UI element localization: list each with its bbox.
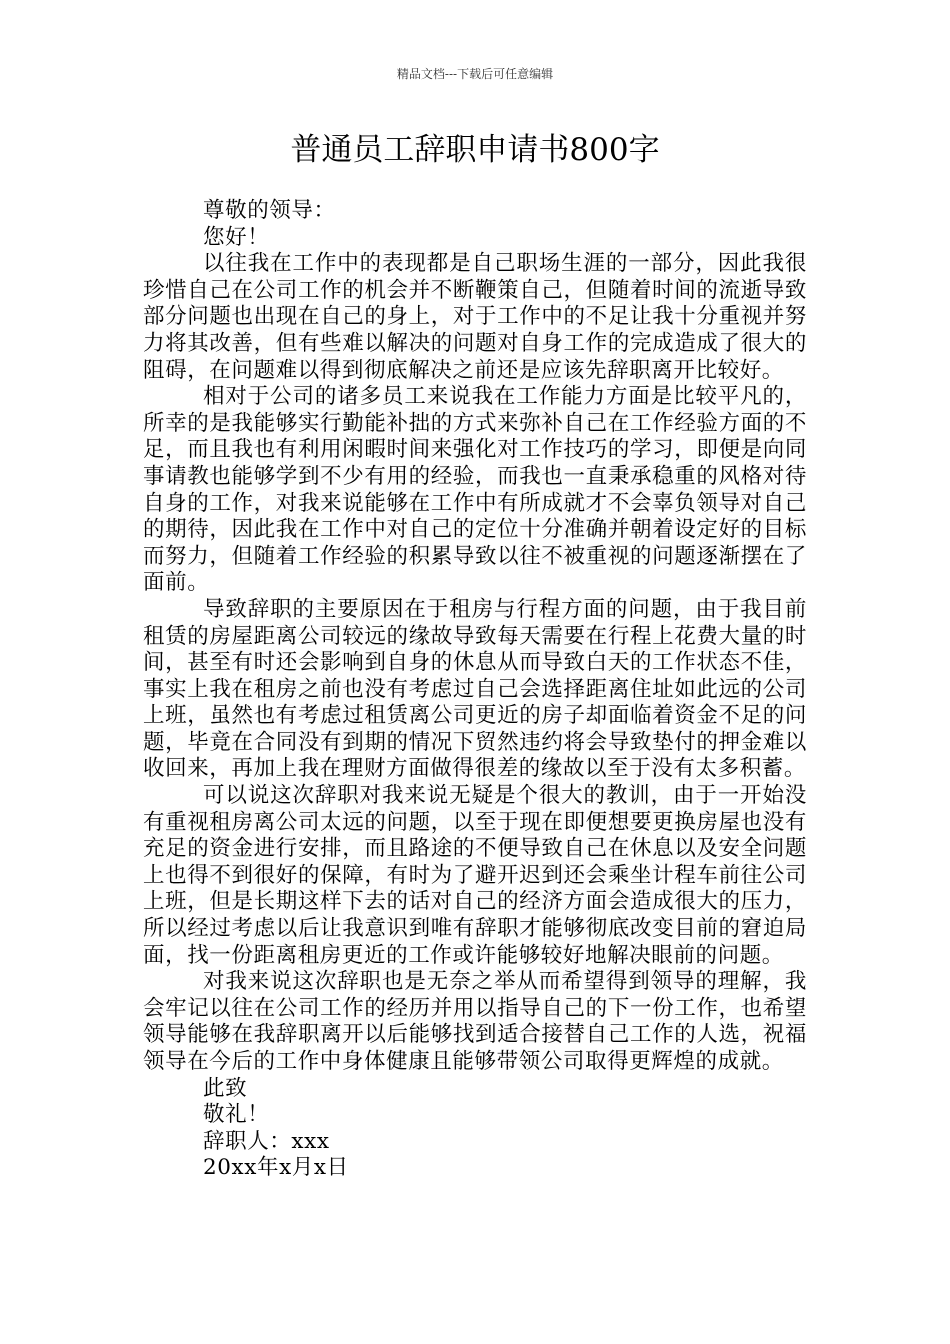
closing-line-1: 此致 <box>203 1075 248 1101</box>
document-title: 普通员工辞职申请书800字 <box>290 132 660 168</box>
signer: 辞职人：xxx <box>203 1128 330 1154</box>
document-body <box>143 198 807 1182</box>
page-header-note: 精品文档---下载后可任意编辑 <box>396 67 554 81</box>
body-paragraph-4: 可以说这次辞职对我来说无疑是个很大的教训，由于一开始没有重视租房离公司太远的问题，以至于现在即便想要更换房屋也没有充足的资金进行安排，而且路途的不便导致自己在休息以及安全问题上也得不到很好的保障，有时为了避开迟到还会乘坐计程车前往公司上班，但是长期这样下去的话对自己的经济方面会造成很大的压力，所以经过考虑以后让我意识到唯有辞职才能够彻底改变目前的窘迫局面，找一份距离租房更近的工作或许能够较好地解决眼前的问题。 <box>143 783 807 968</box>
greeting: 您好！ <box>203 224 270 250</box>
date: 20xx年x月x日 <box>203 1155 349 1181</box>
body-paragraph-1: 以往我在工作中的表现都是自己职场生涯的一部分，因此我很珍惜自己在公司工作的机会并不断鞭策自己，但随着时间的流逝导致部分问题也出现在自己的身上，对于工作中的不足让我十分重视并努力将其改善，但有些难以解决的问题对自身工作的完成造成了很大的阻碍，在问题难以得到彻底解决之前还是应该先辞职离开比较好。 <box>143 251 807 383</box>
closing-line-2: 敬礼！ <box>203 1102 270 1128</box>
salutation: 尊敬的领导： <box>203 198 336 223</box>
body-paragraph-2: 相对于公司的诸多员工来说我在工作能力方面是比较平凡的，所幸的是我能够实行勤能补拙的方式来弥补自己在工作经验方面的不足，而且我也有利用闲暇时间来强化对工作技巧的学习，即便是向同事请教也能够学到不少有用的经验，而我也一直秉承稳重的风格对待自身的工作，对我来说能够在工作中有所成就才不会辜负领导对自己的期待，因此我在工作中对自己的定位十分准确并朝着设定好的目标而努力，但随着工作经验的积累导致以往不被重视的问题逐渐摆在了面前。 <box>143 384 807 596</box>
body-paragraph-5: 对我来说这次辞职也是无奈之举从而希望得到领导的理解，我会牢记以往在公司工作的经历并用以指导自己的下一份工作，也希望领导能够在我辞职离开以后能够找到适合接替自己工作的人选，祝福领导在今后的工作中身体健康且能够带领公司取得更辉煌的成就。 <box>143 969 807 1074</box>
body-paragraph-3: 导致辞职的主要原因在于租房与行程方面的问题，由于我目前租赁的房屋距离公司较远的缘故导致每天需要在行程上花费大量的时间，甚至有时还会影响到自身的休息从而导致白天的工作状态不佳，事实上我在租房之前也没有考虑过自己会选择距离住址如此远的公司上班，虽然也有考虑过租赁离公司更近的房子却面临着资金不足的问题，毕竟在合同没有到期的情况下贸然违约将会导致垫付的押金难以收回来，再加上我在理财方面做得很差的缘故以至于没有太多积蓄。 <box>143 596 807 782</box>
